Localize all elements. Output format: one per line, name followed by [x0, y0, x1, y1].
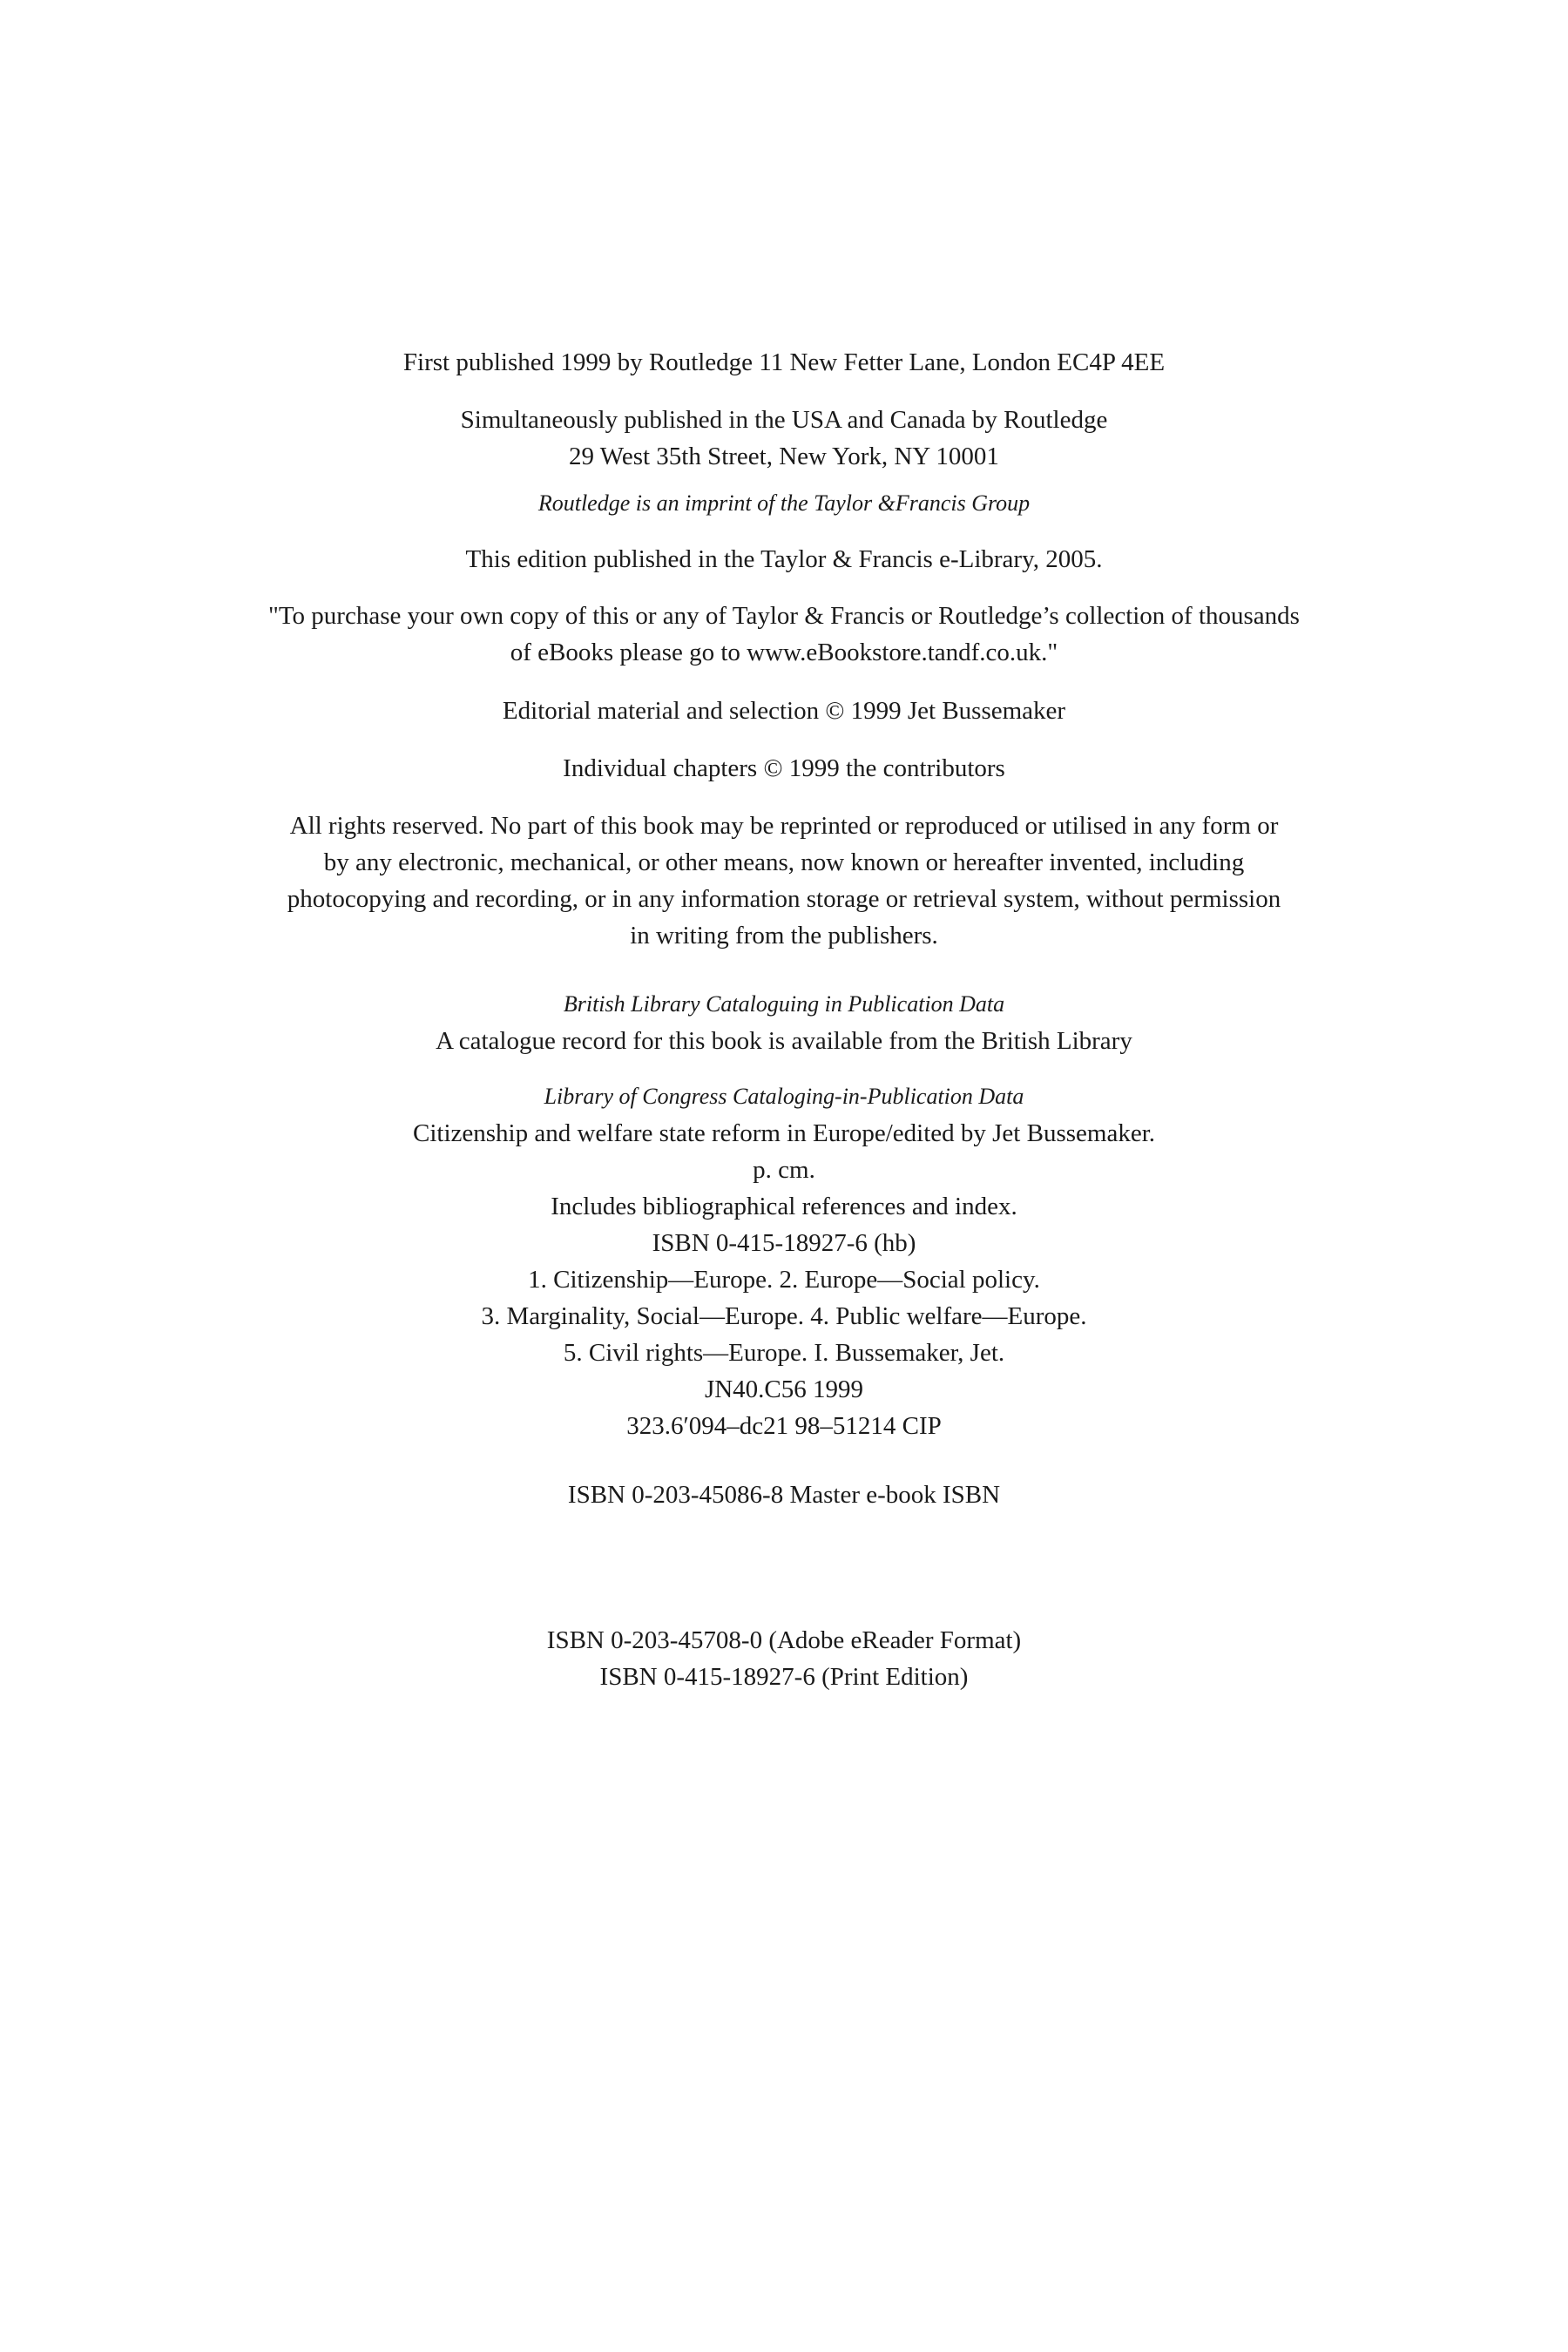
loc-line-7: 5. Civil rights—Europe. I. Bussemaker, Jet. — [563, 1339, 1005, 1367]
loc-line-6: 3. Marginality, Social—Europe. 4. Public welfare—Europe. — [481, 1302, 1087, 1330]
edition-note — [174, 541, 1394, 578]
loc-line-5: 1. Citizenship—Europe. 2. Europe—Social policy. — [528, 1266, 1040, 1294]
british-library-text: A catalogue record for this book is available from the British Library — [436, 1027, 1132, 1055]
editorial-copyright — [174, 693, 1394, 729]
rights-line-4: in writing from the publishers. — [630, 922, 938, 950]
rights-line-3: photocopying and recording, or in any information storage or retrieval system, without permission — [287, 885, 1281, 913]
editorial-copyright-text: Editorial material and selection © 1999 Jet Bussemaker — [502, 697, 1066, 725]
british-library-heading: British Library Cataloguing in Publication Data — [563, 991, 1005, 1017]
purchase-note-line-2: of eBooks please go to www.eBookstore.tandf.co.uk." — [510, 639, 1058, 666]
rights-line-1: All rights reserved. No part of this book may be reprinted or reproduced or utilised in any form or — [289, 812, 1279, 840]
imprint-note — [174, 485, 1394, 522]
loc-line-9: 323.6′094–dc21 98–51214 CIP — [626, 1412, 942, 1440]
chapters-copyright — [174, 750, 1394, 787]
chapters-copyright-text: Individual chapters © 1999 the contributors — [563, 754, 1005, 782]
library-of-congress-cip — [174, 1078, 1394, 1444]
first-published-text: First published 1999 by Routledge 11 New Fetter Lane, London EC4P 4EE — [402, 348, 1166, 376]
rights-reserved — [174, 808, 1394, 954]
loc-line-4: ISBN 0-415-18927-6 (hb) — [652, 1229, 916, 1257]
purchase-note — [174, 598, 1394, 671]
loc-heading: Library of Congress Cataloging-in-Publication Data — [544, 1084, 1024, 1109]
loc-line-1: Citizenship and welfare state reform in Europe/edited by Jet Bussemaker. — [412, 1119, 1156, 1147]
loc-line-8: JN40.C56 1999 — [704, 1375, 864, 1403]
first-published-line — [174, 344, 1394, 381]
simultaneous-publication — [174, 402, 1394, 475]
loc-line-2: p. cm. — [753, 1156, 815, 1184]
purchase-note-line-1: "To purchase your own copy of this or any of Taylor & Francis or Routledge’s collection of thousands — [268, 602, 1300, 630]
british-library-cip — [174, 986, 1394, 1059]
imprint-note-text: Routledge is an imprint of the Taylor &Francis Group — [537, 490, 1031, 516]
rights-line-2: by any electronic, mechanical, or other means, now known or hereafter invented, including — [323, 848, 1245, 876]
simultaneous-line-1: Simultaneously published in the USA and Canada by Routledge — [460, 406, 1108, 434]
loc-line-3: Includes bibliographical references and index. — [551, 1193, 1017, 1220]
edition-note-text: This edition published in the Taylor & Francis e-Library, 2005. — [465, 545, 1103, 573]
master-isbn — [174, 1477, 1394, 1513]
master-isbn-text: ISBN 0-203-45086-8 Master e-book ISBN — [567, 1481, 1001, 1509]
simultaneous-line-2: 29 West 35th Street, New York, NY 10001 — [569, 443, 999, 470]
other-isbns — [174, 1622, 1394, 1695]
isbn-print: ISBN 0-415-18927-6 (Print Edition) — [599, 1663, 969, 1691]
isbn-ereader: ISBN 0-203-45708-0 (Adobe eReader Format) — [546, 1626, 1022, 1654]
